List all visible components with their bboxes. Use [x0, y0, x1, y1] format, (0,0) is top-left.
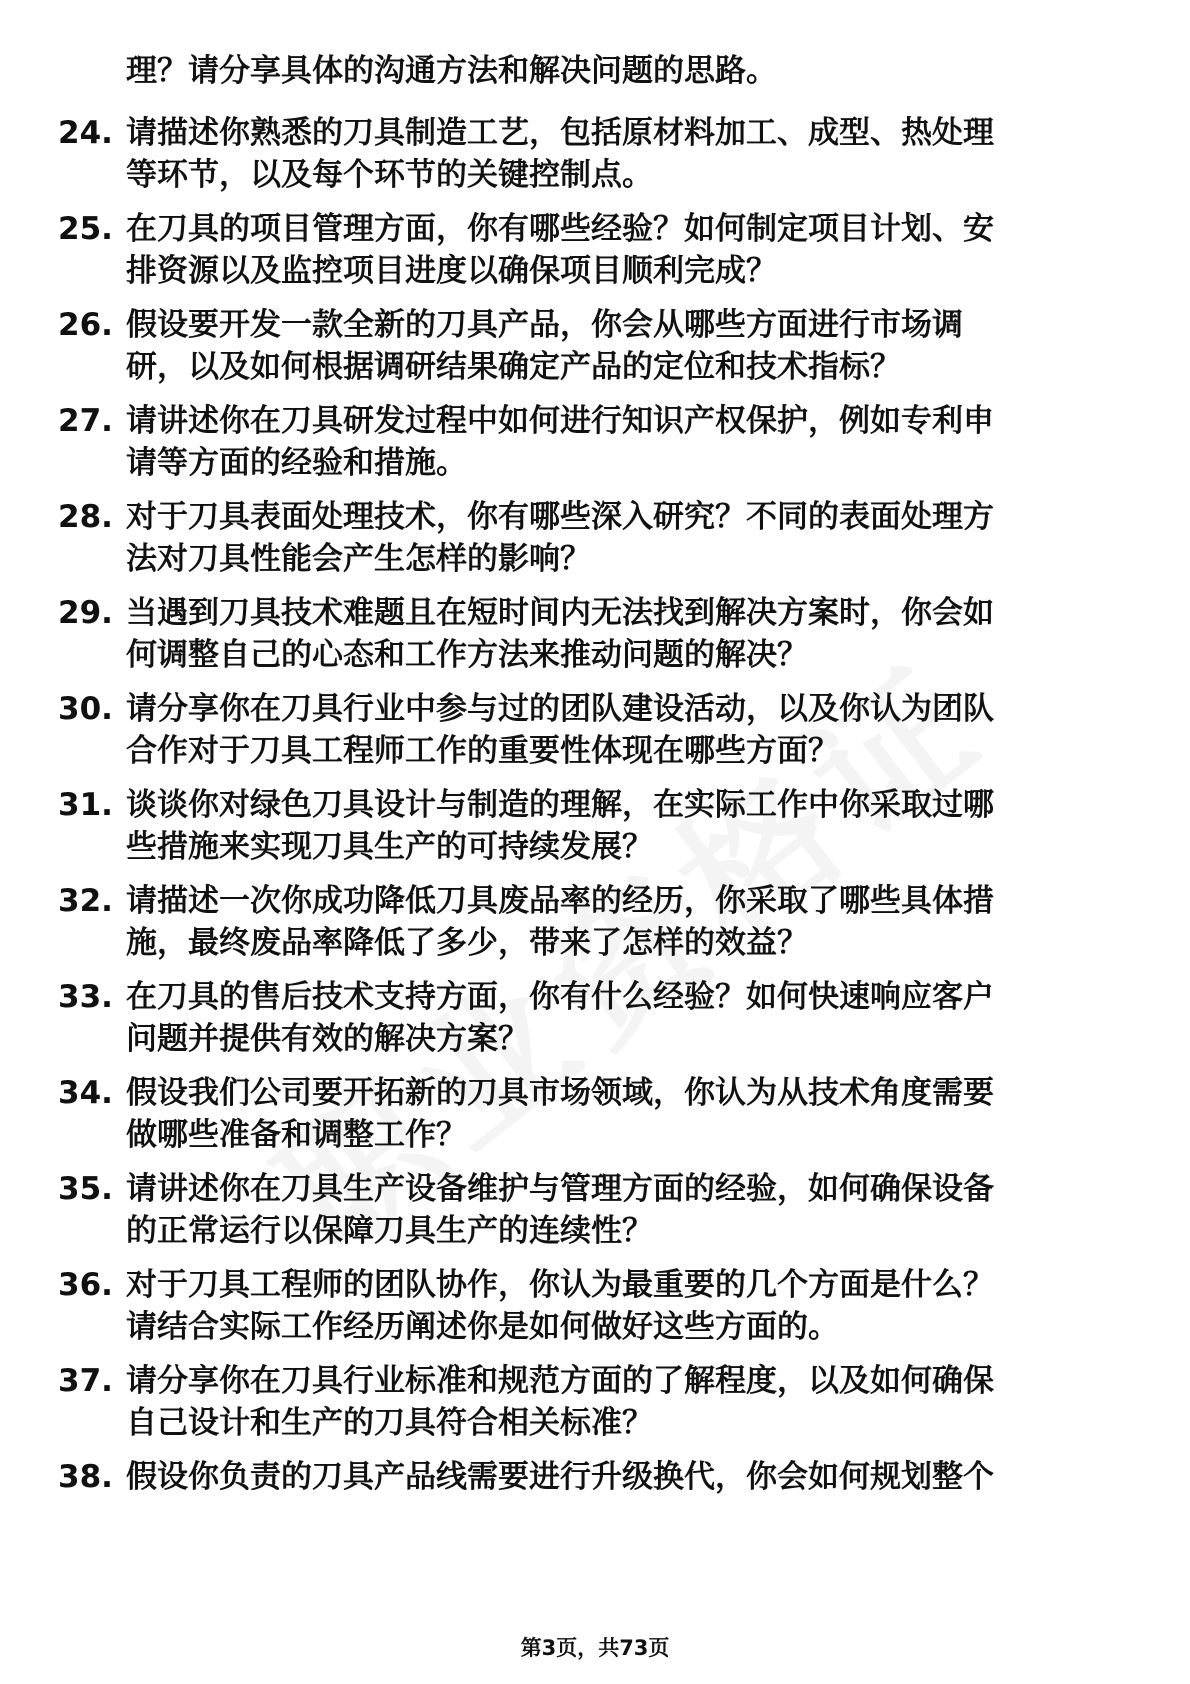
question-item	[0, 208, 1190, 292]
question-text-line: 排资源以及监控项目进度以确保项目顺利完成？	[126, 253, 777, 289]
question-number: 33.	[58, 979, 113, 1015]
question-number: 34.	[58, 1075, 113, 1111]
question-item	[0, 784, 1190, 868]
question-text-line: 请分享你在刀具行业中参与过的团队建设活动，以及你认为团队	[126, 691, 994, 727]
question-text-line: 在刀具的项目管理方面，你有哪些经验？如何制定项目计划、安	[126, 211, 994, 247]
question-item	[0, 1072, 1190, 1156]
question-number: 24.	[58, 115, 113, 151]
question-number: 37.	[58, 1363, 113, 1399]
question-number: 25.	[58, 211, 113, 247]
question-number: 27.	[58, 403, 113, 439]
question-continuation: 理？请分享具体的沟通方法和解决问题的思路。	[126, 53, 777, 89]
question-item	[0, 880, 1190, 964]
question-text-line: 请讲述你在刀具研发过程中如何进行知识产权保护，例如专利申	[126, 403, 994, 439]
question-text-line: 假设你负责的刀具产品线需要进行升级换代，你会如何规划整个	[126, 1459, 994, 1495]
question-text-line: 施，最终废品率降低了多少，带来了怎样的效益？	[126, 925, 808, 961]
question-number: 30.	[58, 691, 113, 727]
question-number: 35.	[58, 1171, 113, 1207]
question-text-line: 请讲述你在刀具生产设备维护与管理方面的经验，如何确保设备	[126, 1171, 994, 1207]
question-text-line: 合作对于刀具工程师工作的重要性体现在哪些方面？	[126, 733, 839, 769]
question-text-line: 法对刀具性能会产生怎样的影响？	[126, 541, 591, 577]
question-item	[0, 400, 1190, 484]
question-item	[0, 688, 1190, 772]
question-number: 36.	[58, 1267, 113, 1303]
question-item	[0, 496, 1190, 580]
question-text-line: 请等方面的经验和措施。	[126, 445, 467, 481]
page-number: 第3页，共73页	[520, 1636, 670, 1660]
question-item	[0, 976, 1190, 1060]
question-text-line: 当遇到刀具技术难题且在短时间内无法找到解决方案时，你会如	[126, 595, 994, 631]
question-number: 32.	[58, 883, 113, 919]
question-text-line: 何调整自己的心态和工作方法来推动问题的解决？	[126, 637, 808, 673]
question-text-line: 自己设计和生产的刀具符合相关标准？	[126, 1405, 653, 1441]
question-item	[0, 1264, 1190, 1348]
question-item	[0, 304, 1190, 388]
question-text-line: 些措施来实现刀具生产的可持续发展？	[126, 829, 653, 865]
question-text-line: 做哪些准备和调整工作？	[126, 1117, 467, 1153]
question-number: 28.	[58, 499, 113, 535]
question-number: 31.	[58, 787, 113, 823]
question-text-line: 假设我们公司要开拓新的刀具市场领域，你认为从技术角度需要	[126, 1075, 994, 1111]
question-text-line: 请分享你在刀具行业标准和规范方面的了解程度，以及如何确保	[126, 1363, 994, 1399]
question-item	[0, 1456, 1190, 1540]
question-text-line: 请描述一次你成功降低刀具废品率的经历，你采取了哪些具体措	[126, 883, 994, 919]
question-number: 38.	[58, 1459, 113, 1495]
question-text-line: 对于刀具表面处理技术，你有哪些深入研究？不同的表面处理方	[126, 499, 994, 535]
question-text-line: 假设要开发一款全新的刀具产品，你会从哪些方面进行市场调	[126, 307, 963, 343]
question-text-line: 在刀具的售后技术支持方面，你有什么经验？如何快速响应客户	[126, 979, 994, 1015]
question-number: 26.	[58, 307, 113, 343]
question-text-line: 研，以及如何根据调研结果确定产品的定位和技术指标？	[126, 349, 901, 385]
question-item	[0, 112, 1190, 196]
question-item	[0, 1360, 1190, 1444]
question-text-line: 问题并提供有效的解决方案？	[126, 1021, 529, 1057]
question-item	[0, 1168, 1190, 1252]
question-text-line: 对于刀具工程师的团队协作，你认为最重要的几个方面是什么？	[126, 1267, 994, 1303]
question-text-line: 请描述你熟悉的刀具制造工艺，包括原材料加工、成型、热处理	[126, 115, 994, 151]
question-text-line: 请结合实际工作经历阐述你是如何做好这些方面的。	[126, 1309, 839, 1345]
question-text-line: 谈谈你对绿色刀具设计与制造的理解，在实际工作中你采取过哪	[126, 787, 994, 823]
question-text-line: 的正常运行以保障刀具生产的连续性？	[126, 1213, 653, 1249]
question-text-line: 等环节，以及每个环节的关键控制点。	[126, 157, 653, 193]
question-item	[0, 592, 1190, 676]
question-number: 29.	[58, 595, 113, 631]
